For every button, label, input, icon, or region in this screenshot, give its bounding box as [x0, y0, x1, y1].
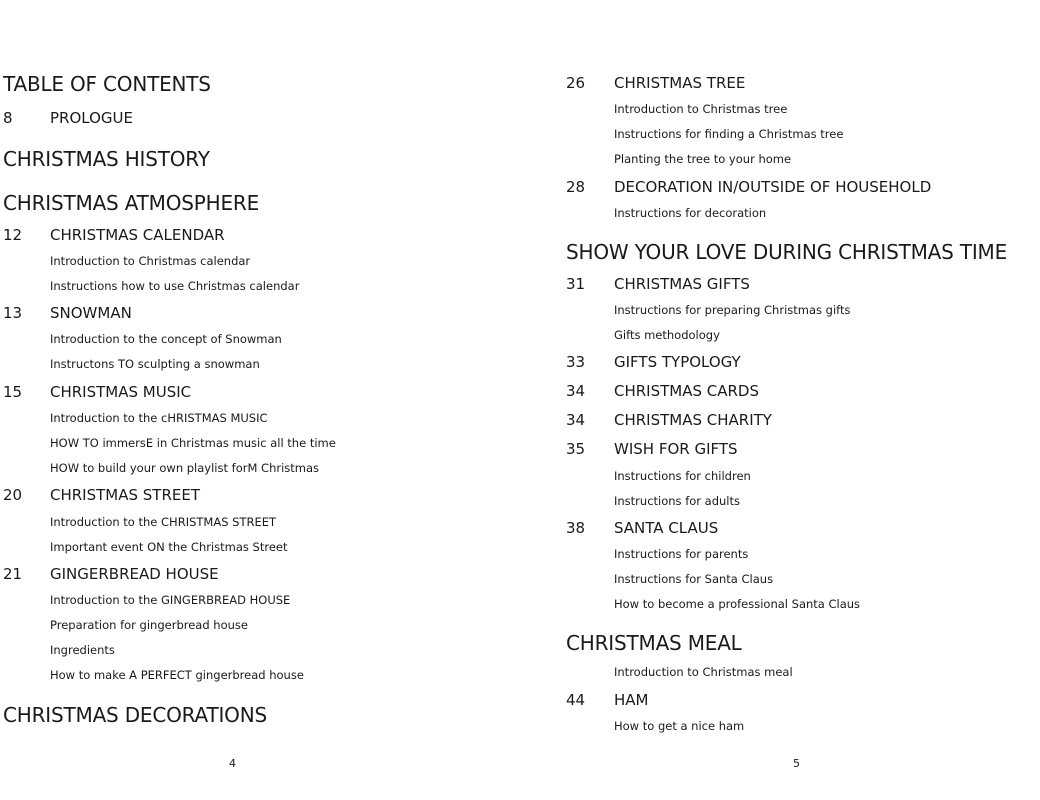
subentry: Gifts methodology	[614, 328, 720, 342]
subentry: Introduction to the CHRISTMAS STREET	[50, 515, 277, 529]
toc-entry-tree: CHRISTMAS TREE	[614, 74, 746, 92]
subentry: Ingredients	[50, 643, 115, 657]
entry-number: 8	[3, 109, 13, 127]
section-heading-love: SHOW YOUR LOVE DURING CHRISTMAS TIME	[566, 240, 1008, 264]
subentry: Instructions for Santa Claus	[614, 572, 774, 586]
subentry: Introduction to Christmas calendar	[50, 254, 251, 268]
page-number: 5	[793, 757, 800, 770]
subentry: How to make A PERFECT gingerbread house	[50, 668, 304, 682]
subentry: Instructions for decoration	[614, 206, 767, 220]
subentry: Instructions for finding a Christmas tree	[614, 127, 844, 141]
toc-entry-calendar: CHRISTMAS CALENDAR	[50, 226, 225, 244]
subentry: Introduction to Christmas meal	[614, 665, 793, 679]
subentry: Preparation for gingerbread house	[50, 618, 248, 632]
entry-number: 33	[566, 353, 586, 371]
subentry: Instructons TO sculpting a snowman	[50, 357, 260, 371]
toc-entry-gingerbread: GINGERBREAD HOUSE	[50, 565, 219, 583]
entry-number: 44	[566, 691, 586, 709]
entry-number: 20	[3, 486, 23, 504]
subentry: HOW TO immersE in Christmas music all the time	[50, 436, 336, 450]
entry-number: 35	[566, 440, 586, 458]
toc-entry-cards: CHRISTMAS CARDS	[614, 382, 760, 400]
page-number: 4	[229, 757, 236, 770]
toc-title: TABLE OF CONTENTS	[3, 72, 211, 96]
entry-number: 12	[3, 226, 23, 244]
toc-entry-music: CHRISTMAS MUSIC	[50, 383, 192, 401]
subentry: How to get a nice ham	[614, 719, 745, 733]
subentry: Introduction to the cHRISTMAS MUSIC	[50, 411, 268, 425]
subentry: Introduction to the GINGERBREAD HOUSE	[50, 593, 291, 607]
subentry: Important event ON the Christmas Street	[50, 540, 288, 554]
toc-entry-charity: CHRISTMAS CHARITY	[614, 411, 772, 429]
subentry: How to become a professional Santa Claus	[614, 597, 861, 611]
section-heading-history: CHRISTMAS HISTORY	[3, 147, 210, 171]
toc-entry-wish: WISH FOR GIFTS	[614, 440, 738, 458]
section-heading-meal: CHRISTMAS MEAL	[566, 631, 742, 655]
entry-number: 28	[566, 178, 586, 196]
section-heading-decorations: CHRISTMAS DECORATIONS	[3, 703, 267, 727]
entry-number: 15	[3, 383, 23, 401]
subentry: Instructions for adults	[614, 494, 740, 508]
toc-entry-prologue: PROLOGUE	[50, 109, 133, 127]
subentry: Instructions for children	[614, 469, 751, 483]
toc-entry-gifts: CHRISTMAS GIFTS	[614, 275, 750, 293]
subentry: Introduction to Christmas tree	[614, 102, 788, 116]
subentry: Introduction to the concept of Snowman	[50, 332, 282, 346]
toc-entry-decoration: DECORATION IN/OUTSIDE OF HOUSEHOLD	[614, 178, 932, 196]
subentry: HOW to build your own playlist forM Christmas	[50, 461, 320, 475]
section-heading-atmosphere: CHRISTMAS ATMOSPHERE	[3, 191, 260, 215]
toc-entry-typology: GIFTS TYPOLOGY	[614, 353, 741, 371]
entry-number: 13	[3, 304, 23, 322]
subentry: Planting the tree to your home	[614, 152, 792, 166]
entry-number: 21	[3, 565, 23, 583]
toc-entry-street: CHRISTMAS STREET	[50, 486, 200, 504]
toc-entry-santa: SANTA CLAUS	[614, 519, 719, 537]
subentry: Instructions for preparing Christmas gifts	[614, 303, 851, 317]
entry-number: 34	[566, 411, 586, 429]
right-page	[520, 0, 1040, 800]
entry-number: 31	[566, 275, 586, 293]
entry-number: 34	[566, 382, 586, 400]
toc-entry-ham: HAM	[614, 691, 649, 709]
toc-entry-snowman: SNOWMAN	[50, 304, 132, 322]
subentry: Instructions for parents	[614, 547, 749, 561]
subentry: Instructions how to use Christmas calendar	[50, 279, 300, 293]
entry-number: 38	[566, 519, 586, 537]
entry-number: 26	[566, 74, 586, 92]
